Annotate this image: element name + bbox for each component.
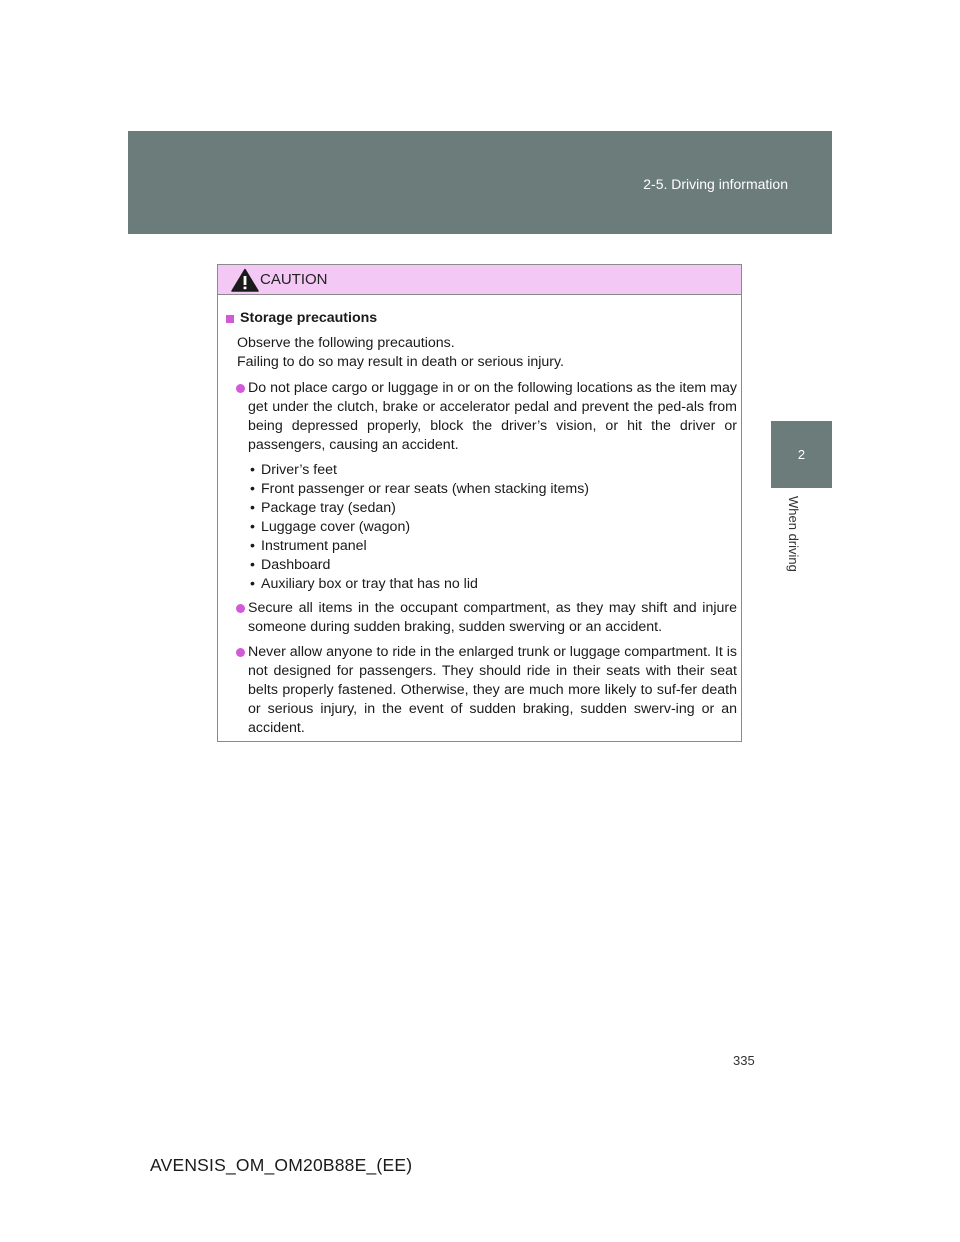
caution-box <box>217 264 742 742</box>
bullet-item <box>226 599 737 637</box>
bullet-item <box>226 643 737 738</box>
bullet-item <box>226 379 737 455</box>
chapter-number: 2 <box>797 447 806 462</box>
chapter-tab <box>771 421 832 488</box>
list-item: • Dashboard <box>250 556 737 575</box>
intro <box>237 334 737 372</box>
bullet-text: Do not place cargo or luggage in or on the following locations as the item may get under the clutch, brake or accelerator pedal and prevent the ped-als from being depressed properly, block the driver’s vision, or hit the driver or passengers, causing an accident. <box>248 380 737 453</box>
subheading <box>226 309 737 328</box>
caution-title: CAUTION <box>260 271 328 288</box>
list-item: • Instrument panel <box>250 537 737 556</box>
caution-body <box>218 295 741 738</box>
document-code: AVENSIS_OM_OM20B88E_(EE) <box>150 1155 413 1175</box>
round-bullet-icon <box>236 648 245 657</box>
warning-icon <box>231 268 259 292</box>
list-item: • Luggage cover (wagon) <box>250 518 737 537</box>
bullet-text: Never allow anyone to ride in the enlarged trunk or luggage compartment. It is not designed for passengers. They should ride in their seats with their seat belts properly fastened. Otherwise, they are much more likely to suf-fer death or serious injury, in the event of sudden braking, sudden swerv-ing or an accident. <box>248 644 737 736</box>
location-list <box>226 461 737 594</box>
list-item: • Package tray (sedan) <box>250 499 737 518</box>
bullet-text: Secure all items in the occupant compartment, as they may shift and injure someone during sudden braking, sudden swerving or an accident. <box>248 600 737 635</box>
list-item: • Front passenger or rear seats (when stacking items) <box>250 480 737 499</box>
section-title: 2-5. Driving information <box>643 176 788 192</box>
square-bullet-icon <box>226 315 234 323</box>
list-item: • Auxiliary box or tray that has no lid <box>250 575 737 594</box>
round-bullet-icon <box>236 384 245 393</box>
caution-header <box>218 265 741 295</box>
header-band <box>128 131 832 234</box>
subheading-text: Storage precautions <box>240 310 378 326</box>
intro-line: Observe the following precautions. <box>237 335 455 351</box>
intro-line: Failing to do so may result in death or serious injury. <box>237 354 564 370</box>
chapter-label: When driving <box>786 496 801 572</box>
page-number: 335 <box>733 1053 755 1068</box>
list-item: • Driver’s feet <box>250 461 737 480</box>
round-bullet-icon <box>236 604 245 613</box>
